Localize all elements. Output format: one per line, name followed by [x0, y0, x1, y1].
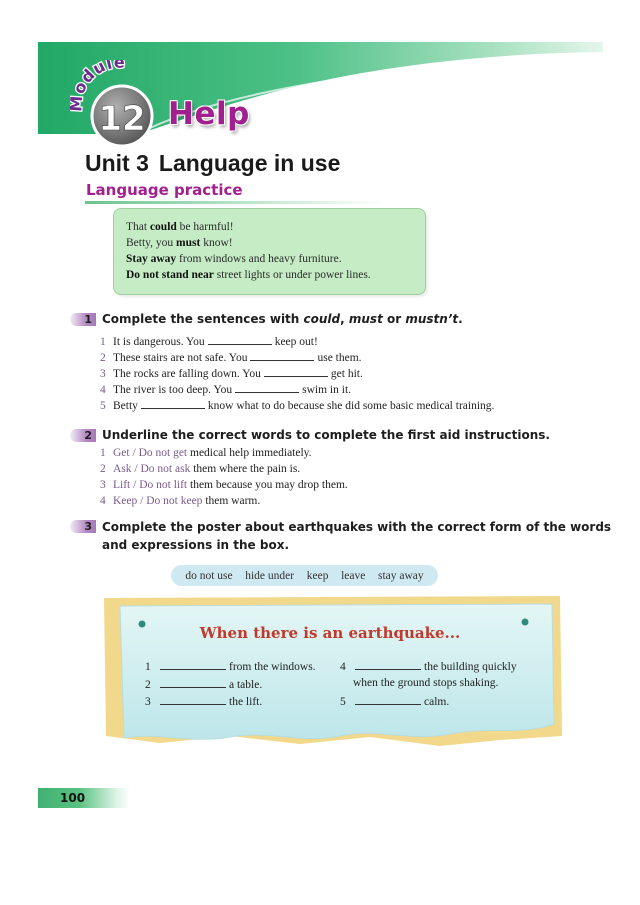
poster-item: 3 the lift.: [145, 696, 263, 708]
option-negative[interactable]: Do not lift: [139, 479, 188, 491]
answer-blank[interactable]: [235, 382, 299, 393]
grammar-line: Betty, you must know!: [126, 237, 233, 249]
list-item: 4 The river is too deep. You swim in it.: [100, 384, 352, 396]
exercise-3-heading: [70, 518, 611, 554]
unit-name: Language in use: [158, 150, 341, 176]
grammar-box: [113, 208, 426, 295]
list-item: 5 Betty know what to do because she did some basic medical training.: [100, 400, 495, 412]
answer-blank[interactable]: [160, 694, 226, 705]
option-negative[interactable]: Do not keep: [146, 495, 203, 507]
word-option: stay away: [378, 569, 424, 582]
answer-blank[interactable]: [355, 659, 421, 670]
answer-blank[interactable]: [208, 334, 272, 345]
list-item: 3 The rocks are falling down. You get hit.: [100, 368, 363, 380]
option-negative[interactable]: Do not ask: [140, 463, 191, 475]
list-item: 1 Get / Do not get medical help immediately.: [100, 447, 312, 459]
module-word: odule: [70, 60, 126, 97]
list-item: 3 Lift / Do not lift them because you may drop them.: [100, 479, 348, 491]
list-item: 2 Ask / Do not ask them where the pain is.: [100, 463, 301, 475]
grammar-line: That could be harmful!: [126, 221, 234, 233]
answer-blank[interactable]: [355, 694, 421, 705]
list-item: 4 Keep / Do not keep them warm.: [100, 495, 261, 507]
poster-item: 1 from the windows.: [145, 661, 316, 673]
section-title-underline: [85, 201, 385, 204]
answer-blank[interactable]: [160, 659, 226, 670]
answer-blank[interactable]: [250, 350, 314, 361]
exercise-instruction: Complete the poster about earthquakes with the correct form of the words and expressions in the box.: [102, 520, 612, 552]
exercise-number-badge: 1: [70, 313, 96, 326]
module-title: Help: [168, 96, 250, 132]
module-badge: [70, 60, 170, 150]
word-option: hide under: [245, 569, 295, 582]
exercise-number-badge: 2: [70, 429, 96, 442]
exercise-instruction: Complete the sentences with could, must or mustn’t.: [102, 312, 463, 326]
poster-item: 4 the building quickly when the ground stops shaking.: [340, 661, 517, 689]
page-number: 100: [38, 788, 130, 808]
unit-title: [85, 150, 340, 177]
word-option: do not use: [185, 569, 233, 582]
exercise-1-list: [100, 334, 494, 414]
word-option: keep: [306, 569, 329, 582]
unit-number: Unit 3: [85, 150, 149, 176]
exercise-number-badge: 3: [70, 520, 96, 533]
option-positive[interactable]: Lift: [113, 479, 131, 491]
grammar-line: Stay away from windows and heavy furniture.: [126, 253, 342, 265]
exercise-1-heading: [70, 312, 463, 326]
option-positive[interactable]: Ask: [113, 463, 132, 475]
option-negative[interactable]: Do not get: [138, 447, 188, 459]
exercise-2-heading: [70, 428, 550, 442]
option-positive[interactable]: Get: [113, 447, 130, 459]
list-item: 1 It is dangerous. You keep out!: [100, 336, 318, 348]
answer-blank[interactable]: [264, 366, 328, 377]
word-option: leave: [341, 569, 366, 582]
word-box: [171, 565, 438, 586]
poster-item: 5 calm.: [340, 696, 450, 708]
poster-item: 2 a table.: [145, 679, 263, 691]
list-item: 2 These stairs are not safe. You use them.: [100, 352, 362, 364]
poster-title: When there is an earthquake...: [199, 624, 461, 642]
option-positive[interactable]: Keep: [113, 495, 138, 507]
answer-blank[interactable]: [141, 398, 205, 409]
module-number: 12: [98, 99, 146, 139]
answer-blank[interactable]: [160, 677, 226, 688]
section-title: Language practice: [86, 181, 243, 199]
grammar-line: Do not stand near street lights or under power lines.: [126, 269, 371, 281]
exercise-2-list: [100, 445, 348, 509]
exercise-instruction: Underline the correct words to complete the first aid instructions.: [102, 428, 550, 442]
